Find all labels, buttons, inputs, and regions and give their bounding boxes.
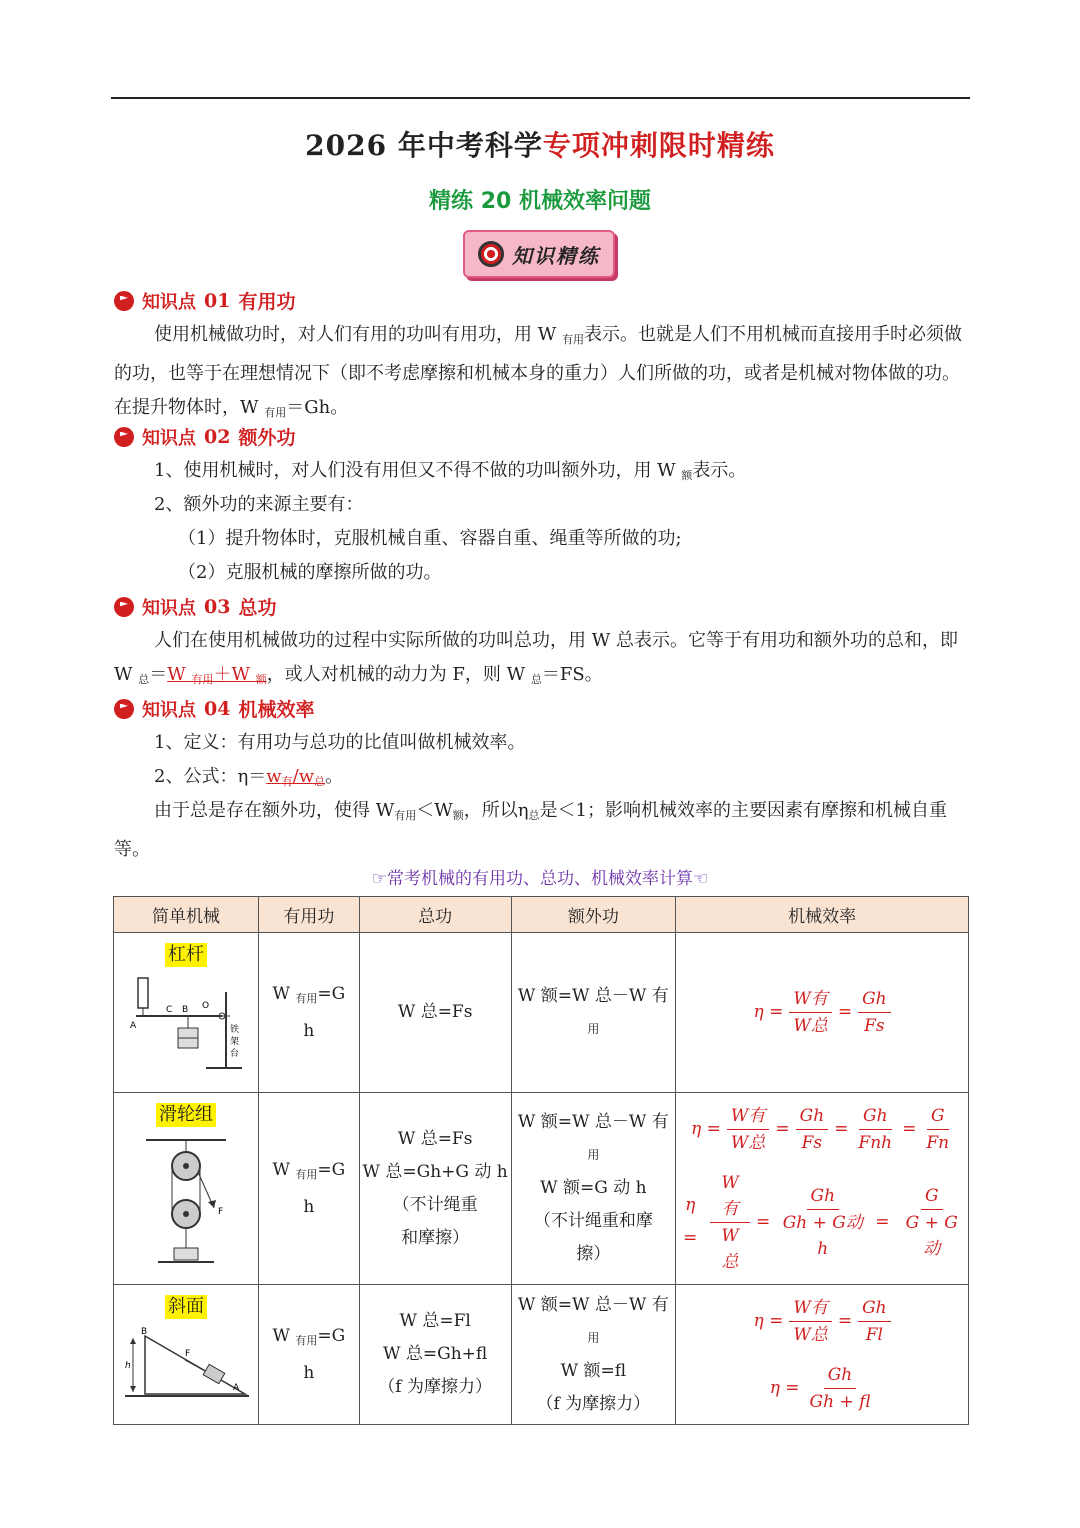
- diagram-label: F: [217, 1207, 224, 1217]
- page-title: 2026 年中考科学专项冲刺限时精练: [305, 129, 775, 162]
- diagram-label: O: [201, 1001, 210, 1011]
- header-cell: 简单机械: [114, 897, 259, 933]
- flag-icon: [114, 291, 134, 311]
- useful-work-cell: W $_{有用}$=G h: [258, 933, 359, 1093]
- pulley-diagram: [136, 1132, 236, 1272]
- machines-table: [113, 896, 969, 1425]
- efficiency-cell: [676, 933, 969, 1093]
- title-accent: 专项冲刺限时精练: [542, 129, 775, 162]
- efficiency-cell: [676, 1093, 969, 1285]
- machine-cell: [114, 1285, 259, 1425]
- table-header-row: [114, 897, 969, 933]
- table-row: [114, 933, 969, 1093]
- knowledge-point-02-item-2: 2、额外功的来源主要有：: [154, 494, 364, 515]
- diagram-label: A: [232, 1383, 240, 1393]
- table-caption: ☞常考机械的有用功、总功、机械效率计算☜: [371, 869, 709, 889]
- machine-cell: [114, 1093, 259, 1285]
- knowledge-point-01-text: 使用机械做功时，对人们有用的功叫有用功，用 W $_{有用}$表示。也就是人们不用机械而直接用手时必须做的功，也等于在理想情况下（即不考虑摩擦和机械本身的重力）人们所做的功，或者是机械对物体做的功。在提升物体时，W $_{有用}$＝Gh。: [114, 324, 962, 419]
- efficiency-cell: [676, 1285, 969, 1425]
- knowledge-point-02-item-3: （1）提升物体时，克服机械自重、容器自重、绳重等所做的功;: [178, 528, 682, 549]
- diagram-label: 架: [229, 1037, 239, 1047]
- knowledge-point-02-item-1: 1、使用机械时，对人们没有用但又不得不做的功叫额外功，用 W $_额$表示。: [154, 460, 747, 482]
- flag-icon: [114, 699, 134, 719]
- flag-icon: [114, 427, 134, 447]
- diagram-label: F: [184, 1349, 191, 1359]
- header-rule: [111, 97, 970, 99]
- useful-work-cell: W $_{有用}$=G h: [258, 1285, 359, 1425]
- page-subtitle: 精练 20 机械效率问题: [429, 189, 651, 214]
- diagram-label: C: [165, 1005, 173, 1015]
- useful-work-cell: W $_{有用}$=G h: [258, 1093, 359, 1285]
- diagram-label: A: [129, 1021, 137, 1031]
- header-cell: 机械效率: [676, 897, 969, 933]
- total-work-cell: W 总=Fl W 总=Gh+fl （f 为摩擦力）: [359, 1285, 511, 1425]
- header-cell: 额外功: [511, 897, 676, 933]
- diagram-label: B: [181, 1005, 189, 1015]
- machine-cell: [114, 933, 259, 1093]
- extra-work-cell: W 额=W 总－W 有 用: [511, 933, 676, 1093]
- knowledge-point-04-text: 由于总是存在额外功，使得 $W_{有用}<W_额$，所以$\eta_总$是＜1；影响机械效率的主要因素有摩擦和机械自重等。: [114, 800, 947, 860]
- efficiency-formula: η = $\frac{\text{W有}}{\text{W总}}$ = $\frac{Gh}{Fs}$ = $\frac{Gh}{\text{Fnh}}$ = $\frac{G}{Fn}$: [691, 1103, 953, 1156]
- efficiency-formula: η = $\frac{\text{W有}}{\text{W总}}$ = $\frac{Gh}{Fl}$: [754, 1295, 891, 1348]
- machine-name: 滑轮组: [156, 1103, 216, 1127]
- header-cell: 总功: [359, 897, 511, 933]
- knowledge-point-01-heading: 知识点 01 有用功: [114, 287, 295, 314]
- diagram-label: h: [124, 1361, 131, 1371]
- target-icon: [478, 241, 504, 267]
- extra-work-cell: W 额=W 总－W 有 用 W 额=G 动 h （不计绳重和摩 擦）: [511, 1093, 676, 1285]
- total-work-cell: W 总=Fs W 总=Gh+G 动 h （不计绳重 和摩擦）: [359, 1093, 511, 1285]
- knowledge-point-04-item-1: 1、定义：有用功与总功的比值叫做机械效率。: [154, 732, 526, 753]
- badge-label: 知识精练: [512, 243, 600, 268]
- knowledge-point-03-text: 人们在使用机械做功的过程中实际所做的功叫总功，用 W 总表示。它等于有用功和额外功的总和，即 W $_总$＝W $_{有用}$＋W $_额$，或人对机械的动力为 F，则 W $_总$＝FS。: [114, 630, 958, 686]
- table-row: [114, 1093, 969, 1285]
- extra-work-cell: W 额=W 总－W 有 用 W 额=fl （f 为摩擦力）: [511, 1285, 676, 1425]
- knowledge-point-04-heading: 知识点 04 机械效率: [114, 695, 314, 722]
- efficiency-formula: η = $\frac{\text{W有}}{\text{W总}}$ = $\frac{Gh}{\text{Gh + G动h}}$ = $\frac{G}{\text{G + G动}}$: [676, 1170, 968, 1275]
- efficiency-formula: η = $\frac{\text{W有}}{\text{W总}}$ = $\frac{Gh}{Fs}$: [754, 986, 891, 1039]
- diagram-label: 铁: [229, 1025, 239, 1035]
- efficiency-formula: η = $\frac{Gh}{Gh + fl}$: [770, 1362, 875, 1415]
- incline-diagram: [121, 1324, 251, 1408]
- knowledge-point-02-item-4: （2）克服机械的摩擦所做的功。: [178, 562, 442, 583]
- diagram-label: B: [140, 1327, 148, 1337]
- header-cell: 有用功: [258, 897, 359, 933]
- machine-name: 斜面: [165, 1295, 207, 1319]
- knowledge-point-02-heading: 知识点 02 额外功: [114, 423, 295, 450]
- diagram-label: 台: [229, 1049, 239, 1059]
- knowledge-point-03-heading: 知识点 03 总功: [114, 593, 276, 620]
- lever-diagram: [126, 972, 246, 1080]
- machine-name: 杠杆: [165, 943, 207, 967]
- total-work-cell: W 总=Fs: [359, 933, 511, 1093]
- table-row: [114, 1285, 969, 1425]
- knowledge-point-04-item-2: 2、公式：$\eta=w_有/w_总$。: [154, 766, 344, 788]
- section-badge: [463, 230, 615, 278]
- flag-icon: [114, 597, 134, 617]
